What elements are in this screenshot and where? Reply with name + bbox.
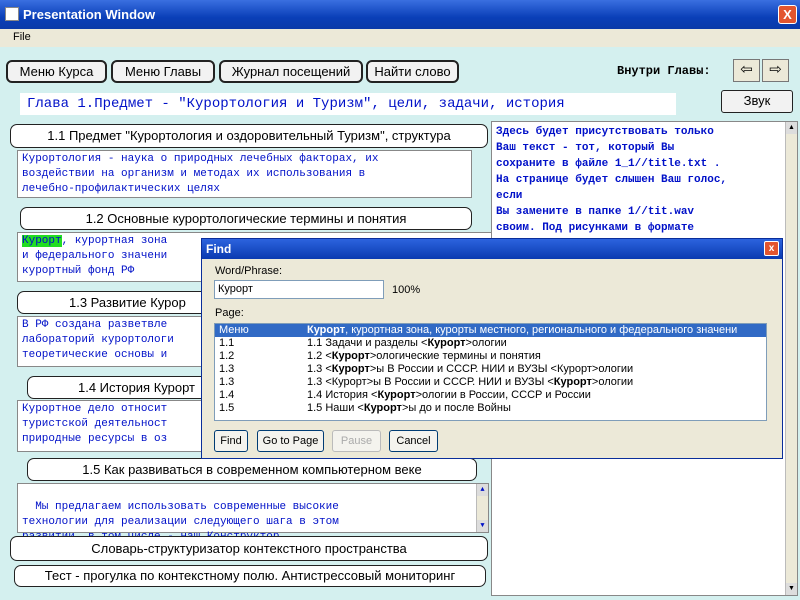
window-title-bar <box>0 0 800 29</box>
result-context <box>307 363 633 375</box>
menu-file[interactable]: File <box>13 31 31 43</box>
stress-test-button[interactable]: Тест - прогулка по контекстному полю. Антистрессовый мониторинг <box>14 565 486 587</box>
result-match: Курорт <box>427 337 466 349</box>
result-row[interactable] <box>215 402 766 415</box>
section-1-3-button[interactable]: 1.3 Развитие Курор <box>17 291 217 314</box>
word-phrase-label: Word/Phrase: <box>215 265 283 277</box>
result-row[interactable] <box>215 324 766 337</box>
result-context-before: 1.2 < <box>307 350 332 362</box>
result-context-after: >ологии в России, СССР и России <box>415 389 591 401</box>
section-1-2-text-body: , курортная зона и федерального значени курортный фонд РФ <box>22 235 168 277</box>
result-context <box>307 389 591 401</box>
pause-button: Pause <box>332 430 381 452</box>
find-dialog-title: Find <box>206 242 232 256</box>
result-match: Курорт <box>553 376 592 388</box>
section-1-1-button[interactable]: 1.1 Предмет "Курортология и оздоровительный Туризм", структура <box>10 124 488 148</box>
result-context-before: 1.4 История < <box>307 389 378 401</box>
window-title: Presentation Window <box>23 7 156 22</box>
result-row[interactable] <box>215 350 766 363</box>
result-match: Курорт <box>331 363 370 375</box>
scroll-down-icon[interactable]: ▼ <box>477 520 488 532</box>
text-pane-content: Здесь будет присутствовать только Ваш текст - тот, который Вы сохраните в файле 1_1//title.txt . На странице будет слышен Ваш голос, если Вы замените в папке 1//tit.wav своим. Под рисунками в формате <box>496 126 728 234</box>
find-dialog-title-bar <box>202 239 782 259</box>
result-context-after: >ологические термины и понятия <box>369 350 541 362</box>
section-1-4-text: Курортное дело относит туристской деятельност природные ресурсы в оз <box>17 400 207 452</box>
go-to-page-button[interactable]: Go to Page <box>257 430 324 452</box>
find-word-button[interactable]: Найти слово <box>366 60 459 83</box>
sound-button[interactable]: Звук <box>721 90 793 113</box>
result-row[interactable] <box>215 376 766 389</box>
chapter-title: Глава 1.Предмет - "Курортология и Туризм", цели, задачи, история <box>20 93 676 115</box>
section-1-5-scrollbar[interactable] <box>476 484 488 532</box>
search-highlight: Курорт <box>22 235 62 247</box>
section-1-4-button[interactable]: 1.4 История Курорт <box>27 376 217 399</box>
result-row[interactable] <box>215 363 766 376</box>
cancel-button[interactable]: Cancel <box>389 430 438 452</box>
page-label: Page: <box>215 307 244 319</box>
result-page: 1.3 <box>219 363 235 375</box>
result-context-before: 1.1 Задачи и разделы < <box>307 337 428 349</box>
section-1-2-button[interactable]: 1.2 Основные курортологические термины и понятия <box>20 207 472 230</box>
result-context-before: 1.5 Наши < <box>307 402 364 414</box>
next-page-button[interactable] <box>762 59 789 82</box>
result-context-after: >ологии <box>591 376 634 388</box>
result-match: Курорт <box>377 389 416 401</box>
result-context-before: 1.3 < <box>307 363 332 375</box>
text-pane-scrollbar[interactable] <box>785 122 797 595</box>
chapter-menu-button[interactable]: Меню Главы <box>111 60 215 83</box>
result-page: Меню <box>219 324 249 336</box>
app-icon <box>5 7 19 21</box>
find-button[interactable]: Find <box>214 430 248 452</box>
match-percent: 100% <box>392 284 421 296</box>
section-1-3-text: В РФ создана разветвле лабораторий курортологи теоретические основы и <box>17 316 207 367</box>
result-page: 1.4 <box>219 389 235 401</box>
result-context <box>307 350 541 362</box>
arrow-right-icon: ⇨ <box>769 61 782 78</box>
result-context <box>307 324 737 336</box>
find-dialog <box>201 238 783 459</box>
menu-bar <box>0 29 800 47</box>
result-context <box>307 402 511 414</box>
result-context <box>307 337 507 349</box>
results-list[interactable] <box>214 323 767 421</box>
scroll-up-icon[interactable]: ▲ <box>477 484 488 496</box>
result-page: 1.2 <box>219 350 235 362</box>
result-context-after: >ы до и после Войны <box>401 402 511 414</box>
result-row[interactable] <box>215 389 766 402</box>
section-1-5-text-body: Мы предлагаем использовать современные высокие технологии для реализации следующего шага в этом <box>22 501 339 528</box>
inside-chapter-label: Внутри Главы: <box>617 64 711 78</box>
result-context-before: 1.3 <Курорт>ы В России и СССР. НИИ и ВУЗЫ < <box>307 376 554 388</box>
course-menu-button[interactable]: Меню Курса <box>6 60 107 83</box>
dictionary-button[interactable]: Словарь-структуризатор контекстного пространства <box>10 536 488 561</box>
find-dialog-close-button[interactable]: x <box>764 241 779 256</box>
word-phrase-input[interactable]: Курорт <box>214 280 384 299</box>
section-1-5-button[interactable]: 1.5 Как развиваться в современном компьютерном веке <box>27 458 477 481</box>
attendance-log-button[interactable]: Журнал посещений <box>219 60 363 83</box>
scroll-down-icon[interactable]: ▼ <box>786 583 797 595</box>
result-match: Курорт <box>363 402 402 414</box>
arrow-left-icon: ⇦ <box>740 61 753 78</box>
result-row[interactable] <box>215 337 766 350</box>
section-1-1-text: Курортология - наука о природных лечебных факторах, их воздействии на организм и методах их использования в лечебно-профилактических целях <box>17 150 472 198</box>
window-close-button[interactable]: X <box>778 5 797 24</box>
section-1-5-text <box>17 483 489 533</box>
scroll-up-icon[interactable]: ▲ <box>786 122 797 134</box>
result-context-after: >ологии <box>465 337 507 349</box>
result-context <box>307 376 633 388</box>
result-page: 1.3 <box>219 376 235 388</box>
result-page: 1.1 <box>219 337 235 349</box>
result-page: 1.5 <box>219 402 235 414</box>
result-context-after: >ы В России и СССР. НИИ и ВУЗЫ <Курорт>ологии <box>369 363 634 375</box>
result-context-after: , курортная зона, курорты местного, регионального и федерального значени <box>345 324 738 336</box>
result-match: Курорт <box>307 324 346 336</box>
result-match: Курорт <box>331 350 370 362</box>
prev-page-button[interactable] <box>733 59 760 82</box>
